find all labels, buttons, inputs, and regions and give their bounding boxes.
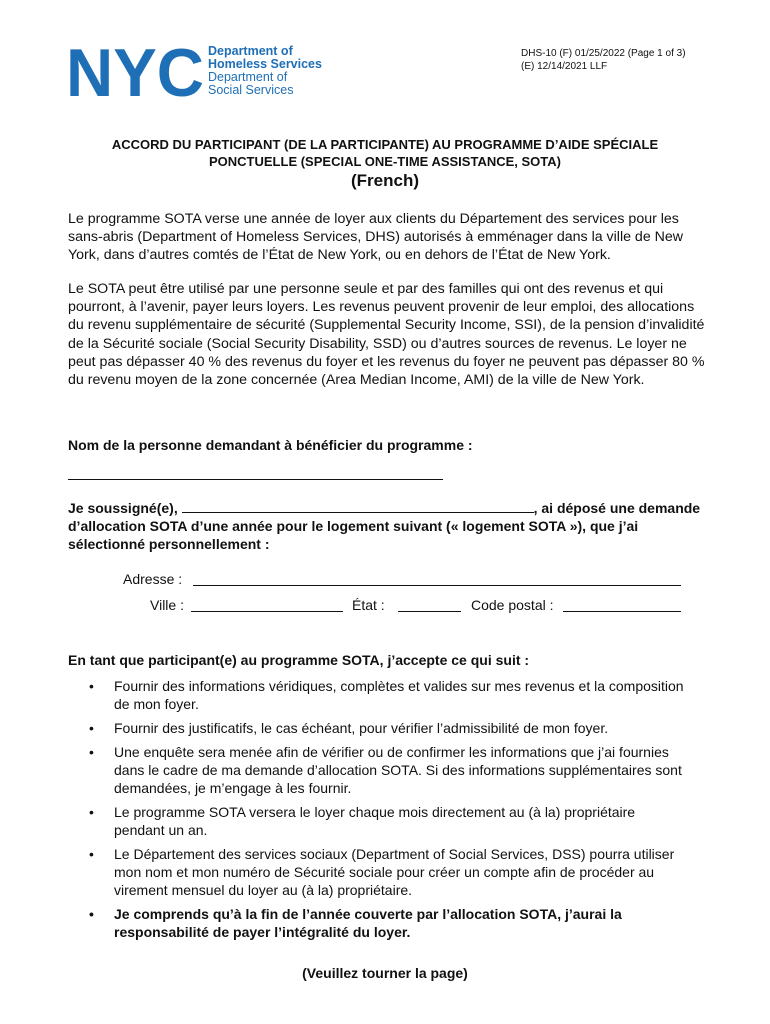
list-item <box>88 803 688 839</box>
bullet-icon: • <box>89 744 94 760</box>
applicant-name-field[interactable] <box>68 479 443 480</box>
applicant-name-label: Nom de la personne demandant à bénéficier du programme : <box>68 437 473 453</box>
agency-line-2: Homeless Services <box>208 57 322 71</box>
acceptance-heading: En tant que participant(e) au programme SOTA, j’accepte ce qui suit : <box>68 652 530 668</box>
address-field[interactable] <box>193 585 681 586</box>
title-line-2: PONCTUELLE (SPECIAL ONE-TIME ASSISTANCE, SOTA) <box>209 154 561 169</box>
document-reference <box>521 47 686 73</box>
nyc-logo <box>66 44 206 100</box>
bullet-icon: • <box>89 804 94 820</box>
turn-page-note: (Veuillez tourner la page) <box>302 965 468 981</box>
list-item-text: Fournir des informations véridiques, complètes et valides sur mes revenus et la composition de mon foyer. <box>114 678 684 712</box>
list-item-text: Fournir des justificatifs, le cas échéant, pour vérifier l’admissibilité de mon foyer. <box>114 720 609 736</box>
list-item <box>88 905 688 941</box>
state-field[interactable] <box>398 611 461 612</box>
list-item <box>88 743 688 797</box>
bullet-icon: • <box>89 846 94 862</box>
declarant-name-field[interactable] <box>182 498 534 513</box>
list-item <box>88 719 688 737</box>
list-item <box>88 845 688 899</box>
acceptance-list <box>88 677 688 947</box>
declaration <box>68 498 718 553</box>
declaration-rest: demande d’allocation SOTA d’une année pour le logement suivant (« logement SOTA »), que j’ai sélectionné personnellement : <box>68 500 701 552</box>
nyc-logo-text: NYC <box>66 44 204 100</box>
city-label: Ville : <box>150 597 184 613</box>
list-item <box>88 677 688 713</box>
address-label: Adresse : <box>123 571 183 587</box>
declaration-after-blank: , ai déposé une <box>533 500 635 516</box>
list-item-text: Une enquête sera menée afin de vérifier ou de confirmer les informations que j’ai fournies dans le cadre de ma demande d’allocation SOTA. Si des informations supplémentaires sont demandées, je m’engage à les fournir. <box>114 744 682 796</box>
zip-label: Code postal : <box>471 597 554 613</box>
agency-line-4: Social Services <box>208 83 294 97</box>
list-item-text: Le programme SOTA versera le loyer chaque mois directement au (à la) propriétaire pendant un an. <box>114 804 636 838</box>
agency-name <box>208 45 322 97</box>
zip-field[interactable] <box>563 611 681 612</box>
state-label: État : <box>352 597 385 613</box>
language-subtitle: (French) <box>351 171 419 190</box>
list-item-text: Je comprends qu’à la fin de l’année couverte par l’allocation SOTA, j’aurai la responsabilité de payer l’intégralité du loyer. <box>114 906 622 940</box>
doc-ref-line-1: DHS-10 (F) 01/25/2022 (Page 1 of 3) <box>521 48 686 59</box>
agency-line-3: Department of <box>208 70 288 84</box>
document-title <box>40 136 730 170</box>
agency-line-1: Department of <box>208 44 293 58</box>
city-field[interactable] <box>191 611 343 612</box>
bullet-icon: • <box>89 678 94 694</box>
intro-paragraph-1: Le programme SOTA verse une année de loyer aux clients du Département des services pour les sans-abris (Department of Homeless Services, DHS) autorisés à emménager dans la ville de New York, dans d’autres comtés de l’État de New York, ou en dehors de l’État de New York. <box>68 211 684 264</box>
bullet-icon: • <box>89 720 94 736</box>
title-line-1: ACCORD DU PARTICIPANT (DE LA PARTICIPANTE) AU PROGRAMME D’AIDE SPÉCIALE <box>111 137 659 152</box>
doc-ref-line-2: (E) 12/14/2021 LLF <box>521 61 608 72</box>
bullet-icon: • <box>89 906 94 922</box>
intro-paragraph-2: Le SOTA peut être utilisé par une personne seule et par des familles qui ont des revenus et qui pourront, à l’avenir, payer leurs loyers. Les revenus peuvent provenir de leur emploi, des allocations du revenu supplémentaire de sécurité (Supplemental Security Income, SSI), de la pension d’invalidité de la Sécurité sociale (Social Security Disability, SSD) ou d’autres sources de revenus. Le loyer ne peut pas dépasser 40 % des revenus du foyer et les revenus du foyer ne peuvent pas dépasser 80 % du revenu moyen de la zone concernée (Area Median Income, AMI) de la ville de New York. <box>68 281 705 389</box>
list-item-text: Le Département des services sociaux (Department of Social Services, DSS) pourra utiliser mon nom et mon numéro de Sécurité sociale pour créer un compte afin de procéder au virement mensuel du loyer au (à la) propriétaire. <box>114 846 675 898</box>
declaration-start: Je soussigné(e), <box>68 500 178 516</box>
